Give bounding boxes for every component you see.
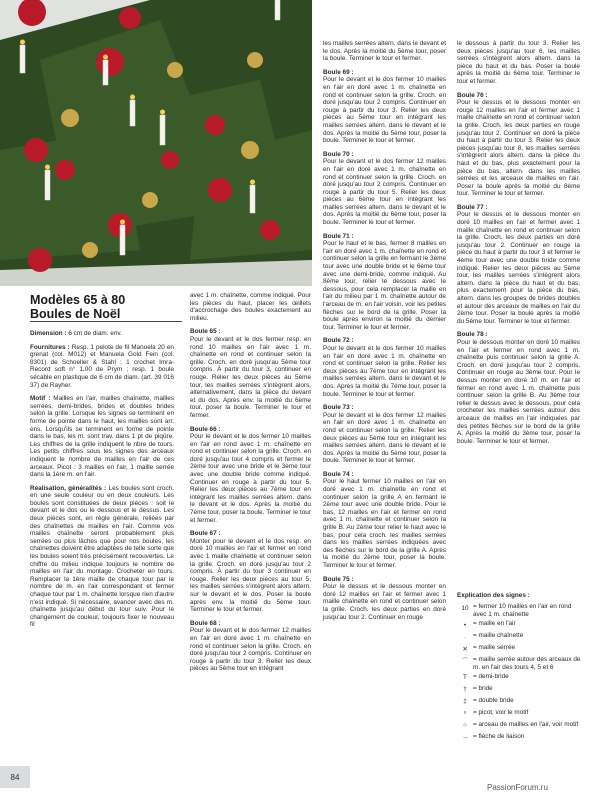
legend-symbol-icon: →: [461, 734, 469, 742]
legend-text: = maille en l'air: [473, 620, 516, 628]
paragraph-text: Pour le devant et le dos fermer 12 mailles en l'air en doré avec 1 m. chaînette en rond et continuer selon la grille. Croch. en doré jusqu'au tour 2 compris. Continuer en rouge à partir du tour 5. Relier les deux pièces au 6ème tour en intégrant les mailles serrées altern. dans le devant et le dos. Après la moitié du 6ème tour, poser la boule. Terminer le tour et fermer.: [323, 158, 446, 227]
legend-symbol-icon: ·: [463, 633, 467, 641]
paragraph: [323, 576, 446, 622]
paragraph-heading: Boule 72 :: [323, 337, 354, 345]
text-column-4: [457, 40, 580, 451]
paragraph: [323, 471, 446, 570]
text-column-1: [30, 330, 174, 635]
paragraph-heading: Boule 66 :: [190, 425, 221, 433]
paragraph: [323, 151, 446, 227]
paragraph-text: Pour le devant et le dos fermer 12 mailles en l'air en doré avec 1 m. chaînette en rond et continuer selon la grille. Relier les deux pièces au 5ème tour en intégrant les mailles serrées altern. dans le devant et le dos. Après la moitié du 5ème tour, poser la boule. Terminer le tour et fermer.: [323, 411, 446, 465]
legend-symbol-icon: 10: [461, 604, 469, 612]
text-column-2: [190, 292, 311, 679]
page-number: 84: [0, 766, 30, 788]
paragraph-heading: Boule 78 :: [457, 331, 488, 339]
paragraph-text: Pour le dessus et le dessous monter en doré 12 mailles en l'air et fermer avec 1 maille chaînette en rond et continuer selon la grille. Croch. les deux parties en doré jusqu'au tour 2. Continuer en rouge: [323, 583, 446, 621]
paragraph-heading: Boule 70 :: [323, 150, 354, 158]
paragraph-text: Pour le haut fermer 10 mailles en l'air en doré avec 1 m. chaînette en rond et continuer selon la grille A en fermant le 2ème tour avec une double bride. Pour le bas, 12 mailles en l'air et fermer en rond avec 1 m. chaînette et continuer selon la grille B. Au 2ème tour relier le haut avec le bas, pour cela croch. les mailles serrées dans les mailles serrées indiquées avec des flèches sur le bord de la grille A. Après la moitié du 2ème tour, poser la boule. Terminer le tour et fermer.: [323, 478, 446, 569]
legend-text: = maille chaînette: [473, 632, 524, 640]
paragraph-text: les mailles serrées altern. dans le devant et le dos. Après la moitié du 5ème tour, poser la boule. Terminer le tour et fermer.: [323, 40, 446, 63]
paragraph: [323, 40, 446, 63]
legend-text: = double bride: [473, 697, 514, 705]
paragraph-heading: Boule 77 :: [457, 203, 488, 211]
legend-symbol-icon: •: [463, 621, 467, 629]
paragraph: [190, 328, 311, 419]
legend-row: [457, 603, 583, 618]
legend-row: [457, 721, 583, 731]
paragraph: [190, 426, 311, 525]
symbol-legend: [457, 592, 583, 745]
legend-row: [457, 685, 583, 695]
paragraph-heading: Boule 67 :: [190, 530, 221, 538]
paragraph-text: Pour le devant et le dos fermer 10 mailles en l'air en rond avec 1 m. chaînette en rond et continuer selon la grille. Croch. en doré jusqu'au tour 4 compris et fermer le 2ème tour avec une bride et le 3ème tour avec une double bride comme indiqué. Continuer en rouge à partir du tour 5. Relier les deux pièces au 7ème tour en intégrant les mailles serrées altern. dans le devant et le dos. Après la moitié du 7ème tour, poser la boule. Terminer le tour et fermer.: [190, 433, 311, 524]
paragraph: [457, 92, 580, 198]
legend-symbol-icon: ○: [463, 722, 467, 730]
paragraph: [457, 40, 580, 86]
paragraph: [30, 485, 174, 629]
paragraph-heading: Boule 65 :: [190, 328, 221, 336]
paragraph-text: Pour le devant et le dos fermer 10 mailles en l'air en doré avec 1 m. chaînette en rond et continuer selon la grille. Relier les deux pièces au 7ème tour en intégrant les mailles serrées altern. dans le devant et le dos. Après la moitié du 7ème tour, poser la boule. Terminer le tour et fermer.: [323, 344, 446, 398]
tree-illustration: [0, 0, 312, 286]
paragraph: [30, 344, 174, 390]
legend-row: [457, 644, 583, 654]
paragraph: [323, 69, 446, 145]
watermark: PassionForum.ru: [487, 783, 548, 792]
legend-text: = demi-bride: [473, 673, 509, 681]
paragraph-text: Pour le devant et le dos fermer 12 mailles en l'air en doré avec 1 m. chaînette en rond et continuer selon la grille. Croch. en doré jusqu'au tour 2 compris. Continuer en rouge à partir du tour 3. Relier les deux pièces au 5ème tour en intégrant: [190, 627, 311, 673]
paragraph-text: Mailles en l'air, mailles chaînette, mailles serrées, demi-brides, brides et doubles brides selon la grille. Lorsque les signes se terminent en forme de pointe dans le haut, les mailles sont arr. ens. Lorsqu'ils se terminent en forme de pointe dans le bas, les m. sont trav. dans 1 pt de piqûre. Les chiffres de la grille indiquent le nbre de tours. Les petits chiffres sous les signes des arceaux indiquent le nombre de mailles en l'air de ces arceaux. Picot : 3 mailles en l'air, 1 maille serrée dans la 1ère m. en l'air.: [30, 395, 175, 479]
paragraph: [323, 404, 446, 465]
legend-title: Explication des signes :: [457, 592, 530, 599]
legend-row: [457, 632, 583, 642]
paragraph-heading: Boule 73 :: [323, 404, 354, 412]
legend-text: = bride: [473, 685, 493, 693]
paragraph: [190, 292, 311, 322]
paragraph-text: Resp. 1 pelote de fil Manuela 20 en grenat (col. M012) et Manuela Gold Fein (col. 8301) de Schoeller & Stahl ; 1 crochet Imra-Record soft n° 1,00 de Prym ; resp. 1 boule sécable en plastique de 6 cm de diam. (art. 39 016 37) de Rayher.: [30, 343, 174, 389]
paragraph-text: Pour le devant et le dos fermer resp. en rond 10 mailles en l'air avec 1 m. chaînette en rond et continuer selon la grille. Croch. en doré jusqu'au 5ème tour compris. À partir du tour 3, continuer en rouge. Relier les deux pièces au 5ème tour, les mailles serrées s'intègrent alors, alternativement, dans la pièce du devant et du dos. Après env. la moitié du 6ème tour, poser la boule. Terminer le tour et fermer.: [190, 335, 311, 419]
legend-text: = maille serrée: [473, 644, 516, 652]
paragraph: [323, 233, 446, 332]
legend-row: [457, 697, 583, 707]
legend-text: = arceau de mailles en l'air, voir motif: [473, 721, 579, 729]
paragraph-text: 6 cm de diam. env.: [66, 330, 122, 337]
legend-symbol-icon: T: [463, 674, 467, 682]
page-subtitle: Boules de Noël: [30, 307, 121, 321]
paragraph: [190, 530, 311, 614]
paragraph: [30, 395, 174, 479]
legend-text: = picot, voir le motif: [473, 709, 529, 717]
legend-symbol-icon: ‡: [463, 698, 467, 706]
paragraph: [190, 620, 311, 673]
paragraph-text: Pour le haut et le bas, fermer 8 mailles en l'air en doré avec 1 m. chaînette en rond et continuer selon la grille en fermant le 3ème tour avec une double bride et le 6ème tour avec une demi-bride, comme indiqué. Au 8ème tour, relier le dessous avec le dessous, pour cela remplacer la maille en l'air du milieu par 1 m. chaînette autour de l'arceau de m. en l'air voisin, voir les petites flèches sur le bord de la grille. Poser la boule après environ la moitié du dernier tour. Terminer le tour et fermer.: [323, 240, 446, 331]
paragraph-heading: Dimension :: [30, 330, 67, 337]
title-block: [30, 293, 182, 322]
text-column-3: [323, 40, 446, 627]
paragraph-heading: Boule 71 :: [323, 232, 354, 240]
legend-row: [457, 656, 583, 671]
page-title: Modèles 65 à 80: [30, 293, 126, 307]
paragraph-text: Pour le devant et le dos fermer 10 mailles en l'air en doré avec 1 m. chaînette en rond et continuer selon la grille. Croch. en doré jusqu'au tour 2 compris. Continuer en rouge à partir du tour 3. Relier les deux pièces au 5ème tour en intégrant les mailles serrées altern. dans le devant et le dos. Après la moitié du 5ème tour, poser la boule. Terminer le tour et fermer.: [323, 76, 446, 145]
paragraph-heading: Boule 68 :: [190, 619, 221, 627]
paragraph: [30, 330, 174, 338]
paragraph-text: avec 1 m. chaînette, comme indiqué. Pour les pièces du haut, placer les œillets d'accrochage des boules exactement au milieu.: [190, 292, 311, 322]
paragraph-text: Les boules sont croch. en une seule couleur ou en deux couleurs. Les boules sont constituées de deux pièces : soit le devant et le dos ou le dessous et le dessus. Les deux pièces sont, en règle générale, reliées par des chaînettes de mailles en l'air. Comme vos mailles chaînette seront probablement plus serrées ou plus lâches que pour nos boules, les chaînettes doivent être adaptées de telle sorte que les boules soient très précisément recouvertes. Le chiffre du milieu indique toujours le nombre de mailles en l'air du montage. Crocheter en tours. Remplacer la 1ère maille de chaque tour par le nombre de m. en l'air correspondant et fermer chaque tour par 1 m. chaînette lorsque rien d'autre n'est indiqué. Si nécessaire, avancer avec des m. chaînette jusqu'au début du tour suiv. Pour le changement de couleur, toujours fixer le nouveau fil: [30, 484, 174, 629]
legend-text: = fermer 10 mailles en l'air en rond avec 1 m. chaînette: [473, 603, 572, 618]
paragraph-heading: Boule 76 :: [457, 91, 488, 99]
legend-symbol-icon: ⌒: [461, 657, 469, 665]
legend-text: = maille serrée autour des arceaux de m. en l'air des tours 4, 5 et 6: [473, 656, 581, 671]
paragraph-heading: Fournitures :: [30, 343, 70, 351]
paragraph-heading: Boule 74 :: [323, 470, 354, 478]
paragraph: [457, 204, 580, 326]
paragraph-heading: Motif :: [30, 395, 51, 403]
paragraph-heading: Réalisation, généralités :: [30, 484, 107, 492]
legend-row: [457, 673, 583, 683]
legend-row: [457, 709, 583, 719]
paragraph-heading: Boule 75 :: [323, 575, 354, 583]
paragraph-text: Pour le dessous monter en doré 10 mailles en l'air et fermer en rond avec 1 m. chaînette puis continuer selon la grille A. Croch. en doré jusqu'au tour 2 compris. Continuer en rouge au 3ème tour. Pour le dessus monter en doré 10 m. en l'air et fermer en rond avec 1 m. chaînette puis continuer selon la grille B. Au 3ème tour relier le dessus avec le dessous, pour cela crocheter les mailles serrées autour des arceaux de mailles en l'air indiquées par des petites flèches sur le bord de la grille A. Après la moitié du 3ème tour, poser la boule. Terminer le tour et fermer.: [457, 338, 580, 445]
paragraph-text: Pour le dessus et le dessous monter en rouge 12 mailles en l'air et fermer avec 1 maille chaînette en rond et continuer selon la grille. Croch. les deux parties en rouge jusqu'au tour 2. Continuer en doré la pièce du haut à partir du tour 3. Relier les deux pièces jusqu'au tour 8, les mailles serrées s'intègrent alors altern. dans la pièce du haut et du bas, plus exactement pour la pièce du bas, altern. dans les mailles serrées et les arceaux de mailles en l'air. Poser la boule après la moitié du 8ème tour. Terminer le tour et fermer.: [457, 99, 580, 198]
legend-row: [457, 733, 583, 743]
paragraph-text: Pour le dessus et le dessous monter en doré 10 mailles en l'air et fermer avec 1 maille chaînette en rond et continuer selon la grille. Croch. les deux parties en doré jusqu'au tour 2. Continuer en rouge la pièce du haut à partir du tour 3 et fermer le 4ème tour avec une double bride comme indiqué. Relier les deux pièces au 5ème tour, les mailles serrées s'intègrent alors altern. dans la pièce du haut et du bas, plus exactement pour la pièce du bas, altern. dans les groupes de brides doubles et autour des arceaux de mailles en l'air du 2ème tour. Poser la boule après la moitié du 5ème tour. Terminer le tour et fermer.: [457, 211, 580, 325]
paragraph-heading: Boule 69 :: [323, 68, 354, 76]
legend-row: [457, 620, 583, 630]
paragraph: [323, 337, 446, 398]
christmas-tree-photo: [0, 0, 312, 286]
legend-text: = flèche de liaison: [473, 733, 525, 741]
legend-symbol-icon: ✕: [462, 645, 468, 653]
paragraph: [457, 331, 580, 445]
legend-symbol-icon: ᵒ: [463, 710, 467, 718]
paragraph-text: le dessous à partir du tour 3. Relier les deux pièces jusqu'au tour 6, les mailles serrées s'intègrent alors altern. dans la pièce du haut et du bas. Poser la boule après la moitié du 6ème tour. Terminer le tour et fermer.: [457, 40, 580, 85]
paragraph-text: Monter pour le devant et le dos resp. en doré 10 mailles en l'air et fermer en rond avec 1 maille chaînette et continuer selon la grille. Croch. en doré jusqu'au tour 2 compris. À partir du tour 3 continuer en rouge. Relier les deux pièces au tour 5, les mailles serrées s'intègrent alors altern. sur le devant et le dos. Poser la boule après env. la moitié du 5ème tour. Terminer le tour et fermer.: [190, 537, 311, 614]
legend-symbol-icon: †: [463, 686, 467, 694]
